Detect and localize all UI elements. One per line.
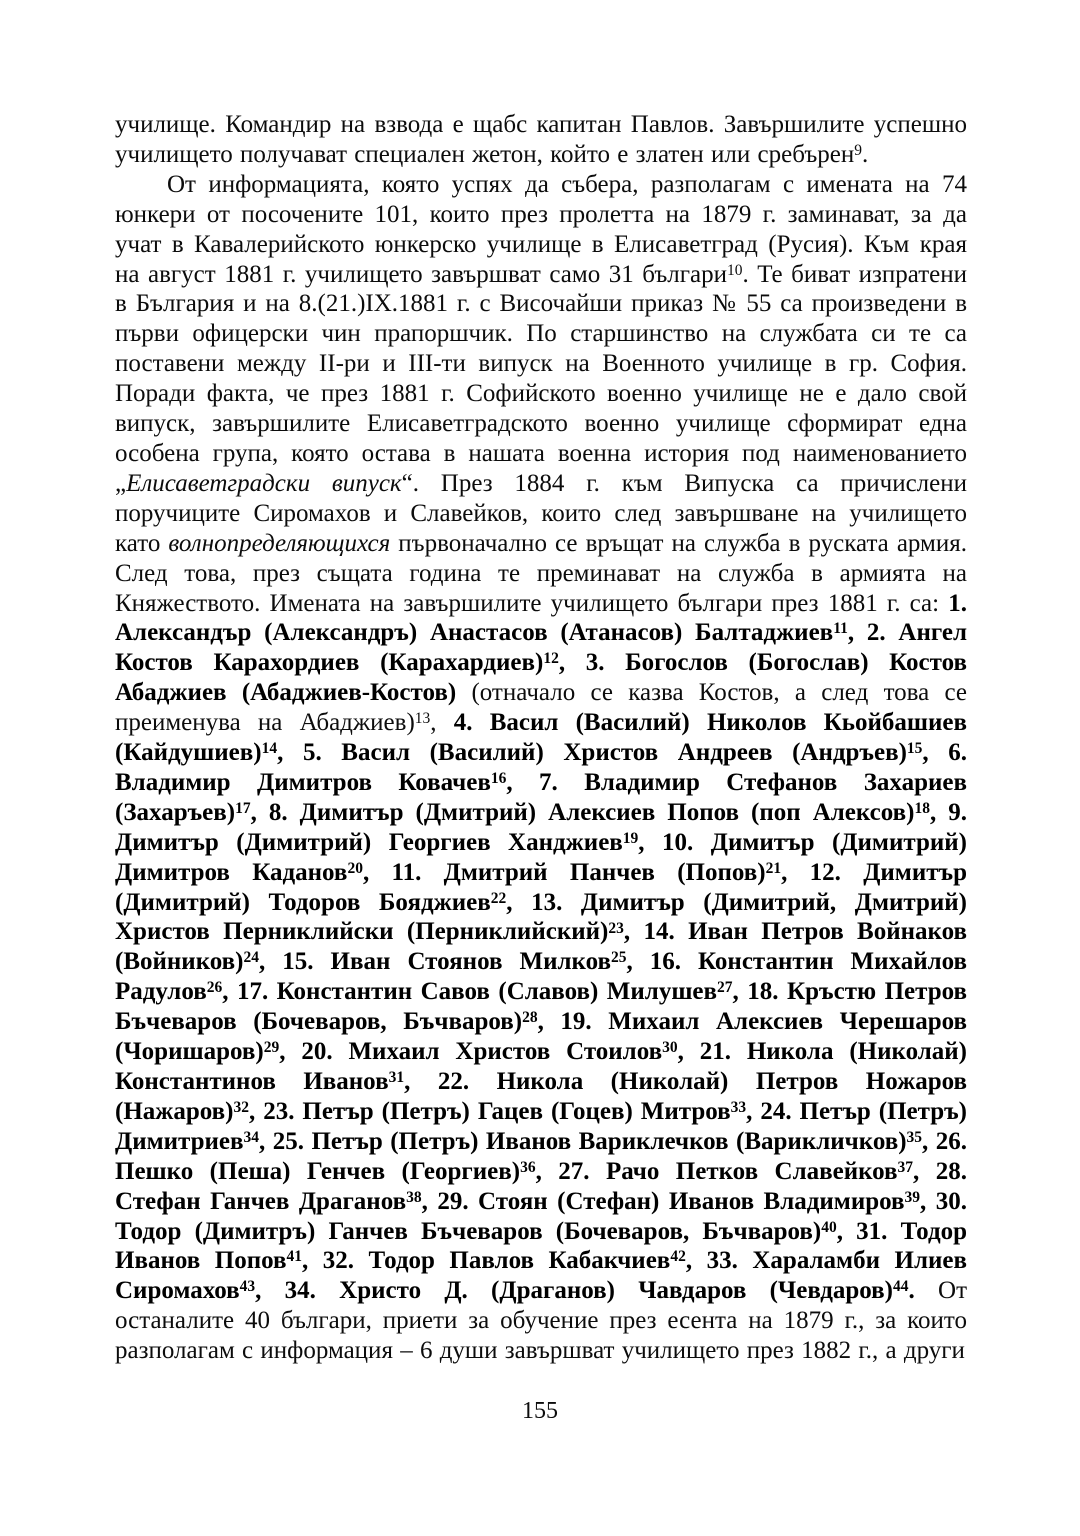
paragraph xyxy=(115,170,967,1366)
footnote-reference: 33 xyxy=(730,1098,747,1116)
footnote-reference: 27 xyxy=(717,979,733,997)
text-segment: , 2. Ангел Костов Карахордиев (Карахардиев) xyxy=(115,619,967,677)
footnote-reference: 25 xyxy=(610,949,627,967)
text-segment: От останалите 40 българи, приети за обучение през есента на 1879 г., за които разполагам с информация – 6 души завършват училището през 1882 г., а други xyxy=(115,1277,967,1365)
text-segment: , 28. Стефан Ганчев Драганов xyxy=(115,1157,967,1215)
text-segment: . Те биват изпратени в България и на 8.(21.)IX.1881 г. с Височайши приказ № 55 са произведени в първи офицерски чин прапоршчик. По старшинство на службата си те са поставени между II-ри и III-ти випуск на Военното училище в гр. София. Поради факта, че през 1881 г. Софийското военно училище не е дало свой випуск, завършилите Елисаветградското военно училище сформират една особена група, която остава в нашата военна история под наименованието „ xyxy=(115,260,967,497)
text-segment: , 24. Петър (Петръ) Димитриев xyxy=(115,1097,968,1155)
footnote-reference: 10 xyxy=(726,261,743,279)
text-segment: От информацията, която успях да събера, разполагам с имената на 74 юнкери от посочените 101, които през пролетта на 1879 г. заминават, за да учат в Кавалерийското юнкерско училище в Елисаветград (Русия). Към края на август 1881 г. училището завършват само 31 българи xyxy=(115,170,967,288)
footnote-reference: 22 xyxy=(490,889,507,907)
paragraph xyxy=(115,110,967,170)
text-segment: училище. Командир на взвода е щабс капитан Павлов. Завършилите успешно училището получават специален жетон, който е златен или сребърен xyxy=(115,111,967,168)
text-segment: , 19. Михаил Алексиев Черешаров (Чоришаров) xyxy=(115,1008,967,1066)
footnote-reference: 23 xyxy=(608,919,624,937)
text-segment: , 17. Константин Савов (Славов) Милушев xyxy=(222,978,718,1006)
text-segment: . xyxy=(861,140,869,168)
text-segment: , 9. Димитър (Димитрий) Георгиев Ханджиев xyxy=(115,798,967,856)
footnote-reference: 38 xyxy=(406,1188,422,1206)
footnote-reference: 18 xyxy=(914,799,930,817)
text-segment: , 23. Петър (Петръ) Гацев (Гоцев) Митров xyxy=(249,1097,731,1125)
footnote-reference: 36 xyxy=(520,1158,536,1176)
text-segment: , xyxy=(430,709,454,737)
footnote-reference: 24 xyxy=(243,949,259,967)
text-segment: , 20. Михаил Христов Стоилов xyxy=(279,1038,663,1066)
text-segment: , 21. Никола (Николай) Константинов Иванов xyxy=(115,1038,967,1095)
text-segment: , 31. Тодор Иванов Попов xyxy=(115,1217,967,1275)
text-segment: , 26. Пешко (Пеша) Генчев (Георгиев) xyxy=(115,1127,968,1185)
text-segment: , 27. Рачо Петков Славейков xyxy=(535,1157,898,1185)
text-segment: , 22. Никола (Николай) Петров Ножаров (Нажаров) xyxy=(115,1068,967,1125)
footnote-reference: 16 xyxy=(490,769,507,787)
footnote-reference: 35 xyxy=(906,1128,923,1146)
text-segment: “. През 1884 г. към Випуска са причислени поручиците Сиромахов и Славейков, които след завършване на училището като xyxy=(115,469,967,557)
footnote-reference: 43 xyxy=(239,1278,256,1296)
text-segment: , 6. Владимир Димитров Ковачев xyxy=(115,739,968,796)
text-segment: първоначално се връщат на служба в руската армия. След това, през същата година те преминават на служба в армията на Княжеството. Имената на завършилите училището българи през 1881 г. са: xyxy=(115,529,968,617)
text-segment: , 14. Иван Петров Войнаков (Войников) xyxy=(115,918,967,976)
text-segment: , 5. Васил (Василий) Христов Андреев (Андръев) xyxy=(277,739,907,767)
footnote-reference: 42 xyxy=(670,1248,686,1266)
text-segment: , 7. Владимир Стефанов Захариев (Захаръев) xyxy=(115,768,967,826)
text-segment: (отначало се казва Костов, а след това се преименува на Абаджиев) xyxy=(115,679,967,737)
text-segment: , 13. Димитър (Димитрий, Дмитрий) Христов Перниклийски (Перниклийский) xyxy=(115,888,967,946)
text-segment: , 3. Богослов (Богослав) Костов Абаджиев (Абаджиев-Костов) xyxy=(115,649,967,707)
page-number: 155 xyxy=(522,1398,558,1424)
footnote-reference: 41 xyxy=(286,1248,302,1266)
text-segment: , 16. Константин Михайлов Радулов xyxy=(115,948,967,1006)
footnote-reference: 30 xyxy=(662,1039,678,1057)
footnote-reference: 39 xyxy=(904,1188,921,1206)
footnote-reference: 26 xyxy=(206,979,223,997)
footnote-reference: 15 xyxy=(906,740,923,758)
text-segment: , 12. Димитър (Димитрий) Тодоров Бояджиев xyxy=(115,858,967,916)
footnote-reference: 31 xyxy=(388,1069,405,1087)
text-segment: , 32. Тодор Павлов Кабакчиев xyxy=(301,1247,671,1275)
footnote-reference: 11 xyxy=(833,620,848,638)
text-segment: , 29. Стоян (Стефан) Иванов Владимиров xyxy=(421,1187,905,1215)
text-segment: , 25. Петър (Петръ) Иванов Вариклечков (Варикличков) xyxy=(259,1127,907,1155)
text-segment: , 33. Хараламби Илиев Сиромахов xyxy=(115,1247,967,1305)
text-segment: 4. Васил (Василий) Николов Кьойбашиев (Кайдушиев) xyxy=(115,709,967,767)
footnote-reference: 12 xyxy=(543,650,559,668)
document-body xyxy=(115,110,967,1366)
text-segment: , 34. Христо Д. (Драганов) Чавдаров (Чевдаров) xyxy=(255,1277,894,1305)
footnote-reference: 28 xyxy=(522,1009,538,1027)
text-segment: . xyxy=(908,1277,915,1305)
text-segment: Елисаветградски випуск xyxy=(126,469,402,497)
footnote-reference: 9 xyxy=(854,141,862,159)
text-segment: , 10. Димитър (Димитрий) Димитров Каданов xyxy=(115,828,967,886)
footnote-reference: 14 xyxy=(261,740,278,758)
footnote-reference: 44 xyxy=(893,1278,909,1296)
footnote-reference: 37 xyxy=(897,1158,914,1176)
text-segment: , 11. Дмитрий Панчев (Попов) xyxy=(362,858,766,886)
footnote-reference: 20 xyxy=(347,859,363,877)
text-segment: , 8. Димитър (Дмитрий) Алексиев Попов (поп Алексов) xyxy=(250,798,915,826)
text-segment: волнопределяющихся xyxy=(168,529,391,557)
footnote-reference: 13 xyxy=(414,710,431,728)
text-segment: , 30. Тодор (Димитръ) Ганчев Бъчеваров (Бочеваров, Бъчваров) xyxy=(115,1187,967,1245)
footnote-reference: 19 xyxy=(622,829,639,847)
text-segment: 1. Александър (Александръ) Анастасов (Атанасов) Балтаджиев xyxy=(115,589,967,647)
footnote-reference: 29 xyxy=(263,1039,280,1057)
footnote-reference: 40 xyxy=(821,1218,837,1236)
footnote-reference: 21 xyxy=(765,859,782,877)
footnote-reference: 17 xyxy=(235,799,251,817)
footnote-reference: 32 xyxy=(233,1098,250,1116)
footnote-reference: 34 xyxy=(243,1128,260,1146)
text-segment: , 18. Кръстю Петров Бъчеваров (Бочеваров, Бъчваров) xyxy=(115,978,967,1036)
text-segment: , 15. Иван Стоянов Милков xyxy=(259,948,611,976)
